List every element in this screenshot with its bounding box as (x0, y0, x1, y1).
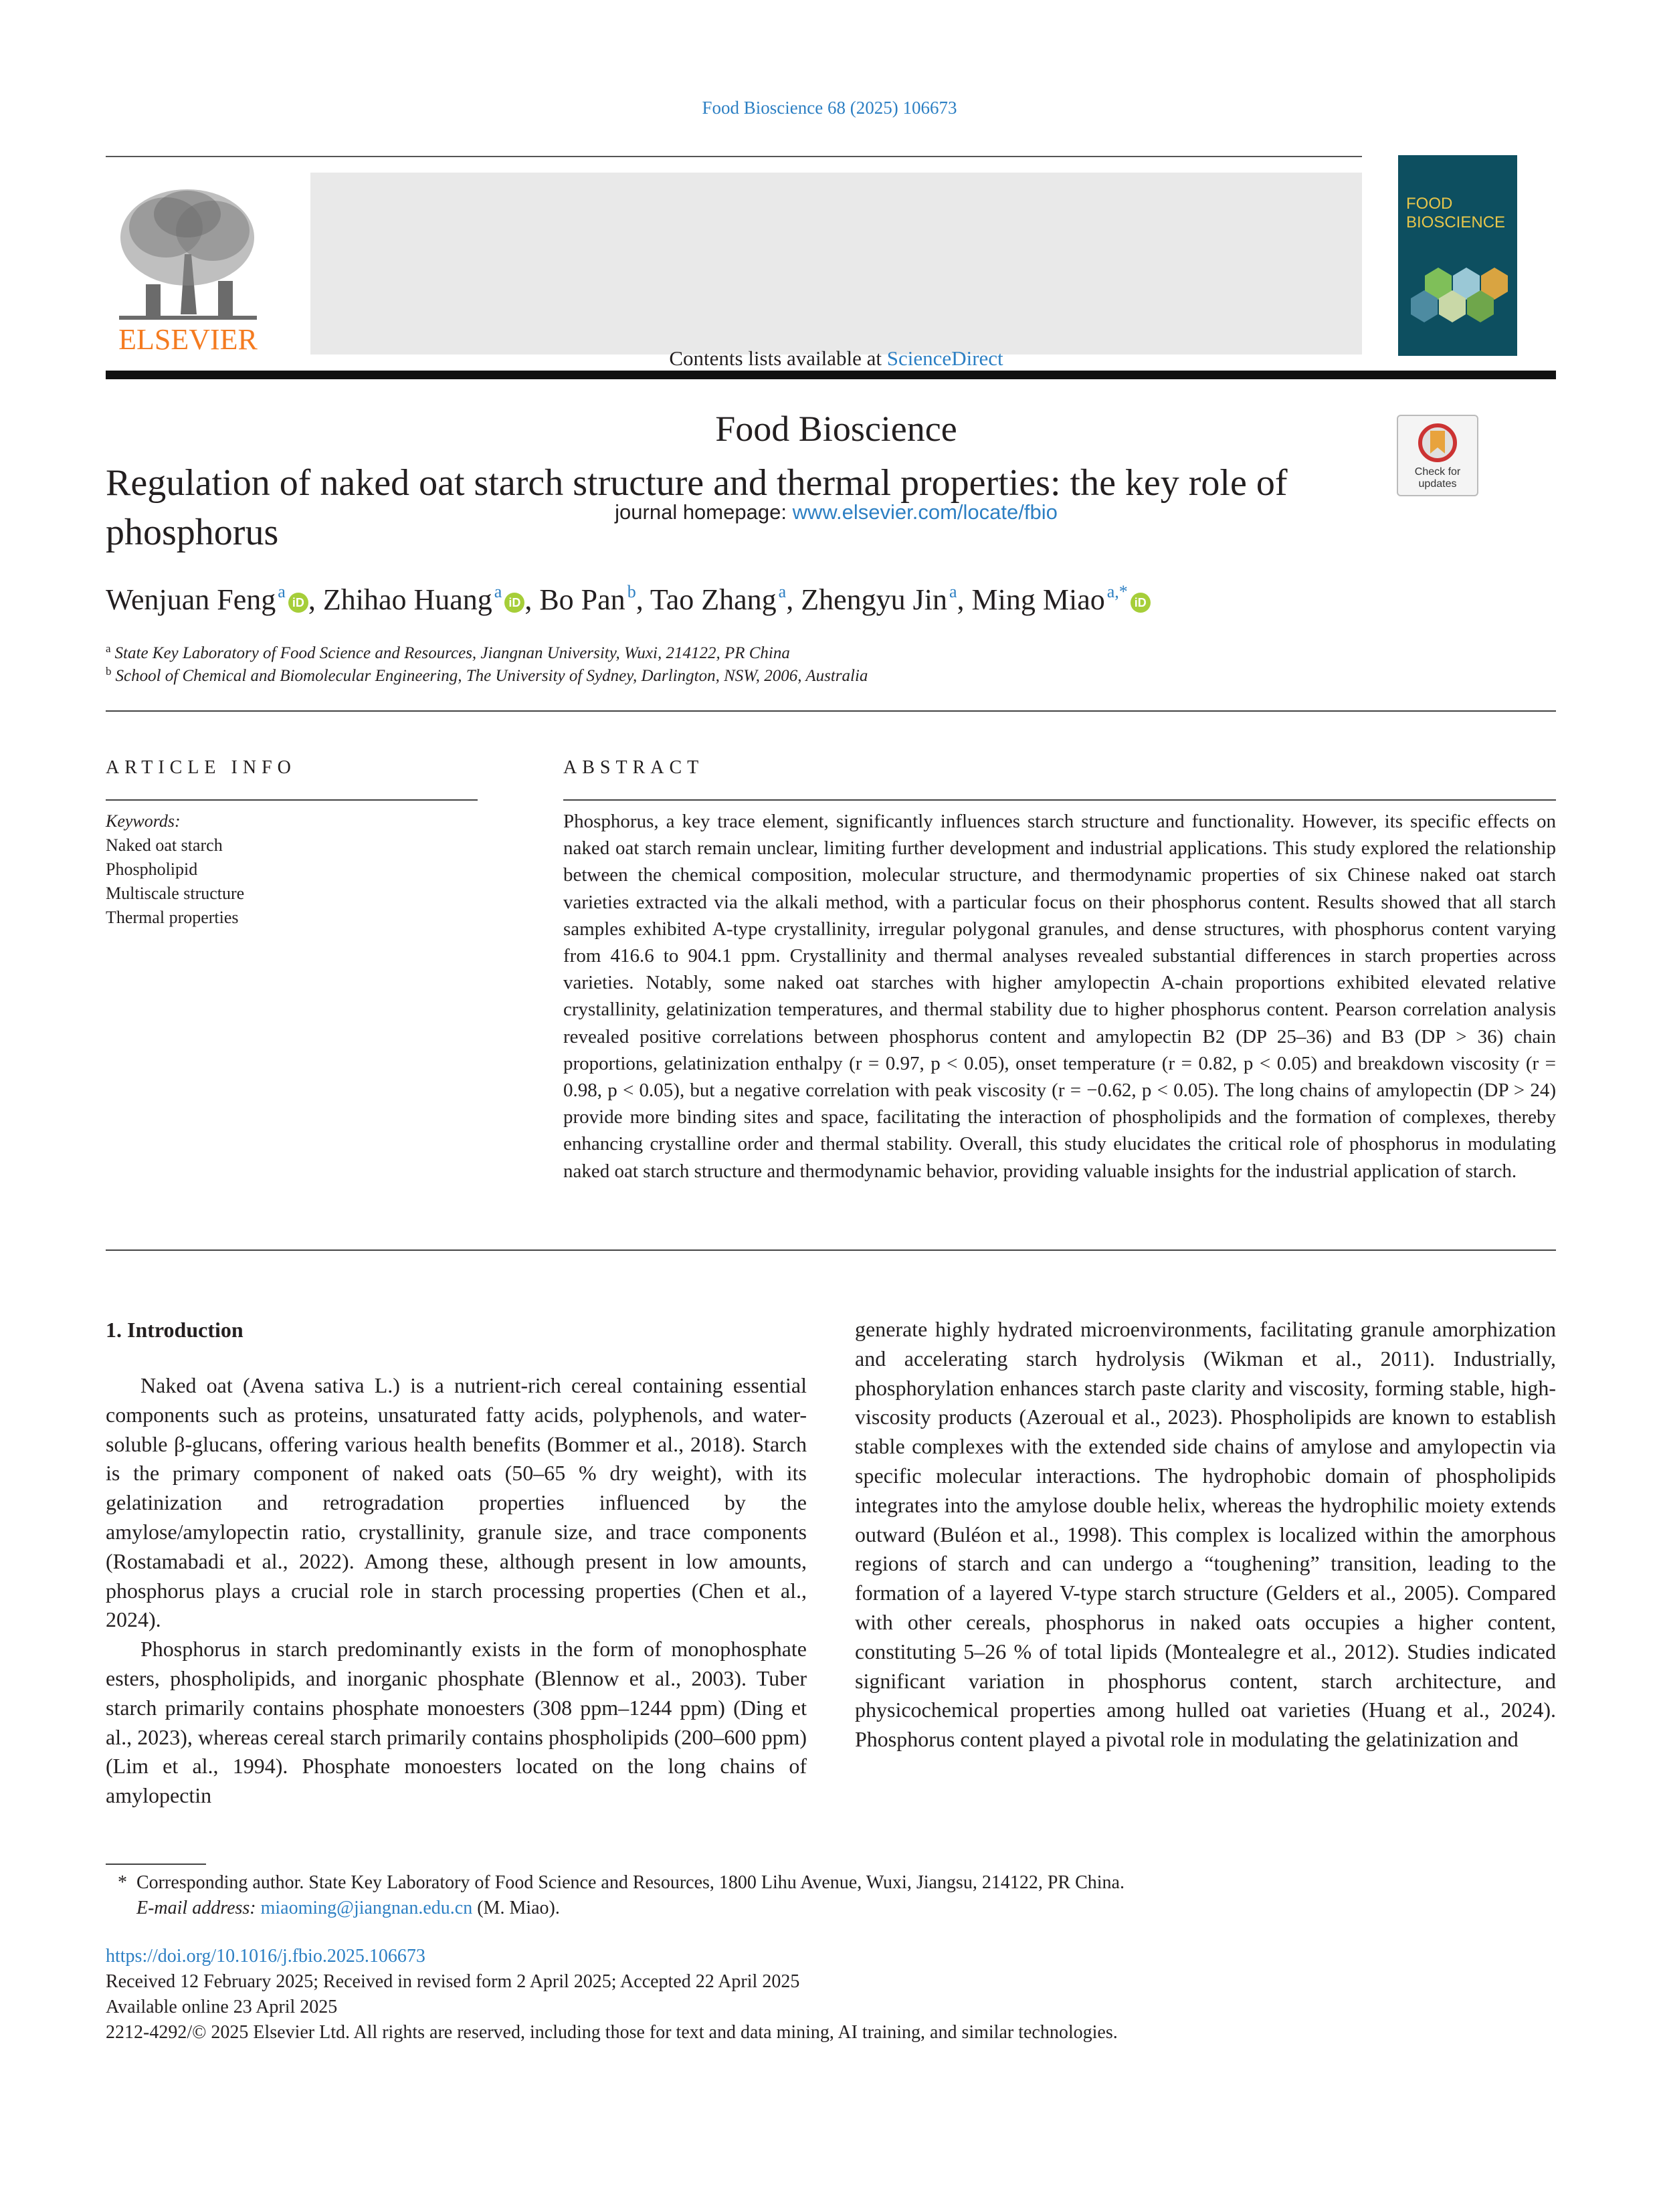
check-for-updates-button[interactable] (1397, 415, 1478, 496)
cover-title-bioscience: BIOSCIENCE (1406, 213, 1506, 231)
cover-title-food: FOOD (1406, 195, 1453, 213)
author-affiliation-mark[interactable]: a,* (1106, 582, 1128, 601)
affiliation-text: State Key Laboratory of Food Science and Resources, Jiangnan University, Wuxi, 214122, PR China (114, 644, 790, 662)
abstract-heading: ABSTRACT (563, 757, 704, 778)
doi-link[interactable]: https://doi.org/10.1016/j.fbio.2025.106673 (106, 1946, 425, 1967)
homepage-link[interactable]: www.elsevier.com/locate/fbio (792, 500, 1058, 524)
author-name: Tao Zhang (650, 583, 777, 616)
check-updates-label-1: Check for (1414, 466, 1461, 478)
section-heading-introduction: 1. Introduction (106, 1318, 243, 1342)
abstract-rule (563, 799, 1556, 801)
sciencedirect-link[interactable]: ScienceDirect (886, 346, 1003, 370)
copyright-notice: 2212-4292/© 2025 Elsevier Ltd. All rights are reserved, including those for text and data mining, AI training, and similar technologies. (106, 2022, 1118, 2043)
body-column-right (855, 1315, 1556, 1754)
author-name: Zhengyu Jin (801, 583, 947, 616)
affiliation-rule (106, 710, 1556, 712)
check-updates-label-2: updates (1418, 478, 1457, 490)
author-item[interactable] (323, 583, 524, 616)
header-rule (106, 156, 1362, 157)
footnote-rule (106, 1864, 206, 1865)
author-list: Wenjuan Feng $^a$iD , Zhihao Huang $^a$iD , Bo Pan $^b$, Tao Zhang $^a$, Zhengyu Jin $^a$, Ming Miao $^{a,*}$iD (106, 582, 1510, 617)
keyword-item: Thermal properties (106, 908, 239, 927)
article-info-heading: ARTICLE INFO (106, 757, 296, 778)
footnote-corresponding: Corresponding author. State Key Laboratory of Food Science and Resources, 1800 Lihu Avenue, Wuxi, Jiangsu, 214122, PR China. (136, 1872, 1125, 1893)
corresponding-author-footnote (118, 1870, 1523, 1921)
contents-line (310, 346, 1362, 371)
author-item[interactable] (650, 583, 786, 616)
author-affiliation-mark[interactable]: b (627, 582, 636, 601)
article-info-rule (106, 799, 478, 801)
keywords-label: Keywords: (106, 811, 181, 831)
journal-citation[interactable] (0, 98, 1659, 118)
orcid-icon[interactable]: iD (1131, 593, 1151, 613)
body-paragraph: Naked oat (Avena sativa L.) is a nutrient-rich cereal containing essential components such as proteins, unsaturated fatty acids, polyphenols, and water-soluble β-glucans, offering various health benefits (Bommer et al., 2018). Starch is the primary component of naked oats (50–65 % dry weight), with its gelatinization and retrogradation properties influenced by the amylose/amylopectin ratio, crystallinity, granule size, and trace components (Rostamabadi et al., 2022). Among these, although present in low amounts, phosphorus plays a crucial role in starch processing properties (Chen et al., 2024). (106, 1373, 807, 1632)
email-suffix: (M. Miao). (472, 1898, 560, 1918)
author-name: Zhihao Huang (322, 583, 492, 616)
keywords-block (106, 809, 474, 930)
abstract-text: Phosphorus, a key trace element, significantly influences starch structure and functionality. However, its specific effects on naked oat starch remain unclear, limiting further development and industrial applications. This study explored the relationship between the chemical composition, molecular structure, and thermodynamic properties of six Chinese naked oat starch varieties extracted via the alkali method, with a particular focus on their phosphorus content. Results showed that all starch samples exhibited A-type crystallinity, irregular polygonal granules, and dense structures, with phosphorus content varying from 416.6 to 904.1 ppm. Crystallinity and thermal analyses revealed substantial differences in starch properties across varieties. Notably, some naked oat starches with higher amylopectin A-chain proportions exhibited elevated relative crystallinity, gelatinization temperatures, and thermal stability due to higher phosphorus content. Pearson correlation analysis revealed positive correlations between phosphorus content and amylopectin B2 (DP 25–36) and B3 (DP > 36) chain proportions, gelatinization enthalpy (r = 0.97, p < 0.05), onset temperature (r = 0.82, p < 0.05) and breakdown viscosity (r = 0.98, p < 0.05), but a negative correlation with peak viscosity (r = −0.62, p < 0.05). The long chains of amylopectin (DP > 24) provide more binding sites and space, facilitating the interaction of phospholipids and the formation of complexes, thereby enhancing crystalline order and thermal stability. Overall, this study elucidates the critical role of phosphorus in modulating naked oat starch structure and thermodynamic behavior, providing valuable insights for the industrial application of starch. (563, 811, 1556, 1182)
contents-prefix: Contents lists available at (669, 346, 887, 370)
author-affiliation-mark[interactable]: a (778, 582, 787, 601)
email-link[interactable]: miaoming@jiangnan.edu.cn (260, 1898, 473, 1918)
journal-title: Food Bioscience (715, 409, 957, 449)
author-affiliation-mark[interactable]: a (278, 582, 286, 601)
footnote-mark: * (118, 1872, 127, 1893)
affiliation-mark: a (106, 642, 111, 655)
check-for-updates-icon (1398, 416, 1477, 495)
keyword-item: Naked oat starch (106, 835, 223, 855)
journal-citation-link[interactable]: Food Bioscience 68 (2025) 106673 (702, 98, 957, 118)
affiliation-a (106, 642, 790, 663)
author-item[interactable] (106, 583, 308, 616)
cover-image (1398, 155, 1517, 356)
author-name: Bo Pan (539, 583, 625, 616)
email-label: E-mail address: (136, 1898, 256, 1918)
elsevier-logo[interactable] (106, 174, 270, 355)
body-paragraph: generate highly hydrated microenvironments, facilitating granule amorphization and accelerating starch hydrolysis (Wikman et al., 2011). Industrially, phosphorylation enhances starch paste clarity and viscosity, forming stable, high-viscosity products (Azeroual et al., 2023). Phospholipids are known to establish stable complexes with the extended side chains of amylose and amylopectin via specific molecular interactions. The hydrophobic domain of phospholipids integrates into the amylose double helix, whereas the hydrophilic moiety extends outward (Buléon et al., 1998). This complex is localized within the amorphous regions of starch and can undergo a “toughening” transition, leading to the formation of a layered V-type starch structure (Gelders et al., 2005). Compared with other cereals, phosphorus in naked oats occupies a higher content, constituting 5–26 % of total lipids (Montealegre et al., 2012). Studies indicated significant variation in phosphorus content, starch architecture, and physicochemical properties among hulled oat varieties (Huang et al., 2024). Phosphorus content played a pivotal role in modulating the gelatinization and (855, 1317, 1556, 1752)
author-item[interactable] (972, 583, 1151, 616)
author-name: Wenjuan Feng (106, 583, 276, 616)
journal-cover-thumbnail[interactable] (1398, 155, 1517, 356)
elsevier-wordmark: ELSEVIER (118, 323, 258, 355)
author-item[interactable] (801, 583, 957, 616)
available-online: Available online 23 April 2025 (106, 1997, 338, 2017)
author-name: Ming Miao (971, 583, 1105, 616)
body-paragraph: Phosphorus in starch predominantly exists in the form of monophosphate esters, phospholipids, and inorganic phosphate (Blennow et al., 2003). Tuber starch primarily contains phosphate monoesters (308 ppm–1244 ppm) (Ding et al., 2023), whereas cereal starch primarily contains phospholipids (200–600 ppm) (Lim et al., 1994). Phosphate monoesters located on the long chains of amylopectin (106, 1637, 807, 1808)
homepage-prefix: journal homepage: (615, 500, 793, 524)
body-column-left (106, 1371, 807, 1811)
history-dates: Received 12 February 2025; Received in revised form 2 April 2025; Accepted 22 April 2025 (106, 1971, 800, 1992)
author-affiliation-mark[interactable]: a (949, 582, 957, 601)
orcid-icon[interactable]: iD (288, 593, 308, 613)
author-item[interactable] (539, 583, 636, 616)
keyword-item: Multiscale structure (106, 884, 245, 903)
article-footer (106, 1944, 1556, 2045)
abstract-bottom-rule (106, 1249, 1556, 1251)
orcid-icon[interactable]: iD (504, 593, 524, 613)
header-thick-rule (106, 371, 1556, 379)
affiliation-text: School of Chemical and Biomolecular Engineering, The University of Sydney, Darlington, NSW, 2006, Australia (115, 667, 868, 685)
elsevier-tree-icon (106, 174, 270, 355)
article-title: Regulation of naked oat starch structure and thermal properties: the key role of phosphorus (106, 462, 1288, 553)
affiliation-mark: b (106, 665, 112, 678)
keyword-item: Phospholipid (106, 860, 198, 879)
author-affiliation-mark[interactable]: a (494, 582, 502, 601)
affiliation-b (106, 665, 868, 686)
